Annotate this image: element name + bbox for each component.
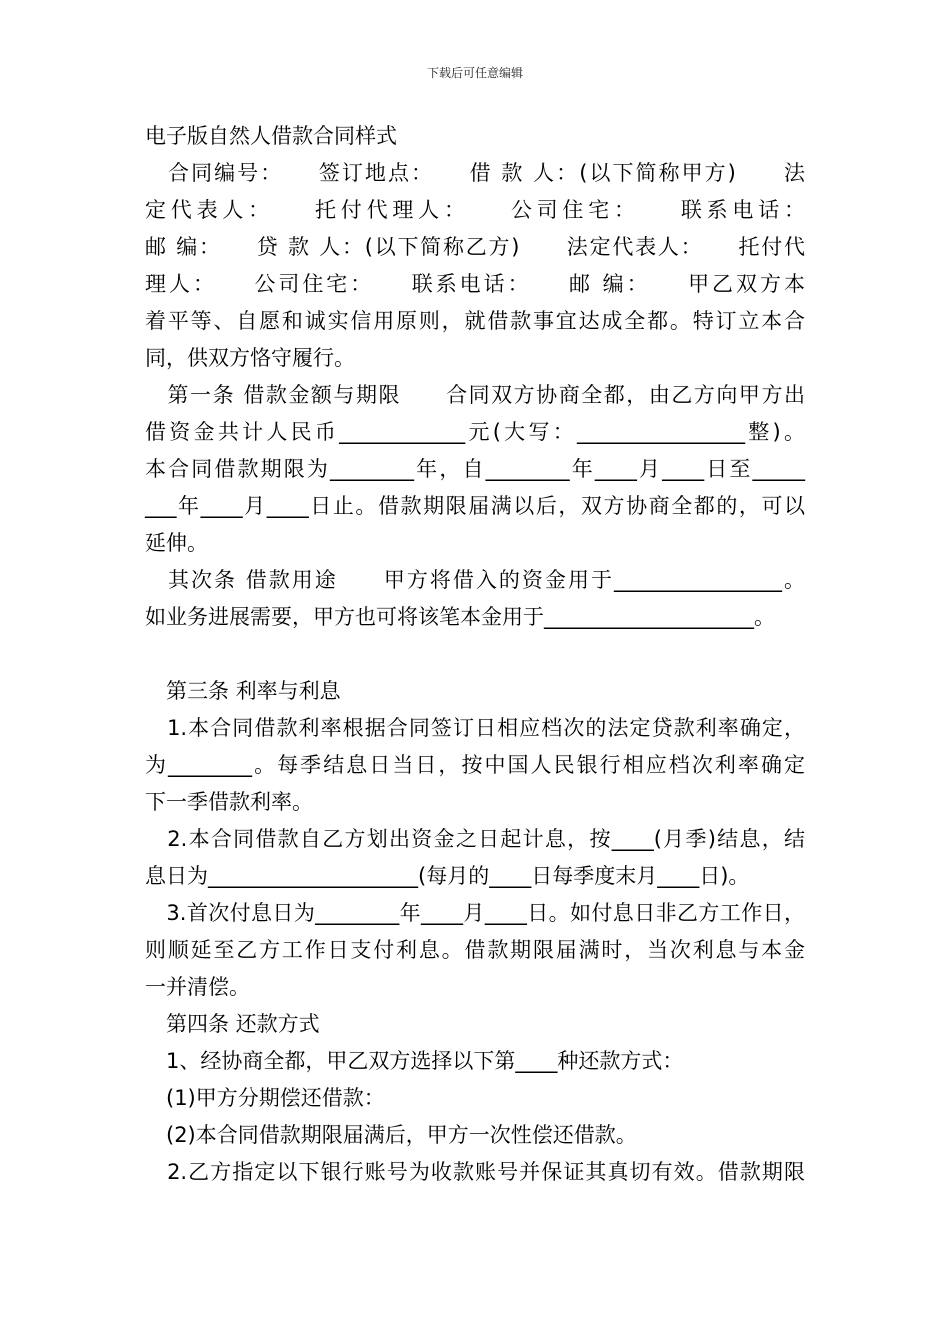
document-body	[145, 118, 805, 1191]
text-line: (1)甲方分期偿还借款：	[145, 1086, 385, 1110]
text-line: 2.乙方指定以下银行账号为收款账号并保证其真切有效。借款期限	[145, 1160, 805, 1184]
blank-line	[145, 636, 805, 673]
text-line: 一并清偿。	[145, 975, 250, 999]
text-line: 定代表人： 托付代理人： 公司住宅： 联系电话：	[145, 198, 805, 222]
text-line: 邮 编： 贷 款 人：(以下简称乙方) 法定代表人： 托付代	[145, 235, 805, 259]
text-line: ___年____月____日止。借款期限届满以后，双方协商全都的，可以	[145, 494, 805, 518]
text-line: 延伸。	[145, 531, 208, 555]
text-line: 借资金共计人民币____________元(大写：________________整)。	[145, 420, 805, 444]
text-line: 本合同借款期限为________年，自________年____月____日至_____	[145, 457, 805, 481]
text-line: 如业务进展需要，甲方也可将该笔本金用于____________________。	[145, 605, 775, 629]
document-paragraphs	[145, 155, 805, 1191]
text-line: 着平等、自愿和诚实信用原则，就借款事宜达成全都。特订立本合	[145, 309, 805, 333]
text-line: 第三条 利率与利息	[145, 679, 341, 703]
text-line: 2.本合同借款自乙方划出资金之日起计息，按____(月季)结息，结	[145, 827, 805, 851]
document-title: 电子版自然人借款合同样式	[145, 124, 397, 148]
text-line: 息日为____________________(每月的____日每季度末月____日)。	[145, 864, 750, 888]
text-line: 理人： 公司住宅： 联系电话： 邮 编： 甲乙双方本	[145, 272, 805, 296]
text-line: 第四条 还款方式	[145, 1012, 320, 1036]
text-line: 同，供双方恪守履行。	[145, 346, 355, 370]
page-header: 下载后可任意编辑	[426, 66, 523, 80]
text-line: (2)本合同借款期限届满后，甲方一次性偿还借款。	[145, 1123, 637, 1147]
text-line: 为________。每季结息日当日，按中国人民银行相应档次利率确定	[145, 753, 805, 777]
text-line: 其次条 借款用途 甲方将借入的资金用于________________。	[145, 568, 805, 592]
text-line: 下一季借款利率。	[145, 790, 313, 814]
text-line: 合同编号： 签订地点： 借 款 人：(以下简称甲方) 法	[145, 161, 805, 185]
text-line: 3.首次付息日为________年____月____日。如付息日非乙方工作日，	[145, 901, 805, 925]
text-line: 1.本合同借款利率根据合同签订日相应档次的法定贷款利率确定，	[145, 716, 805, 740]
text-line: 1、经协商全都，甲乙双方选择以下第____种还款方式：	[145, 1049, 684, 1073]
text-line: 则顺延至乙方工作日支付利息。借款期限届满时，当次利息与本金	[145, 938, 805, 962]
text-line: 第一条 借款金额与期限 合同双方协商全都，由乙方向甲方出	[145, 383, 805, 407]
